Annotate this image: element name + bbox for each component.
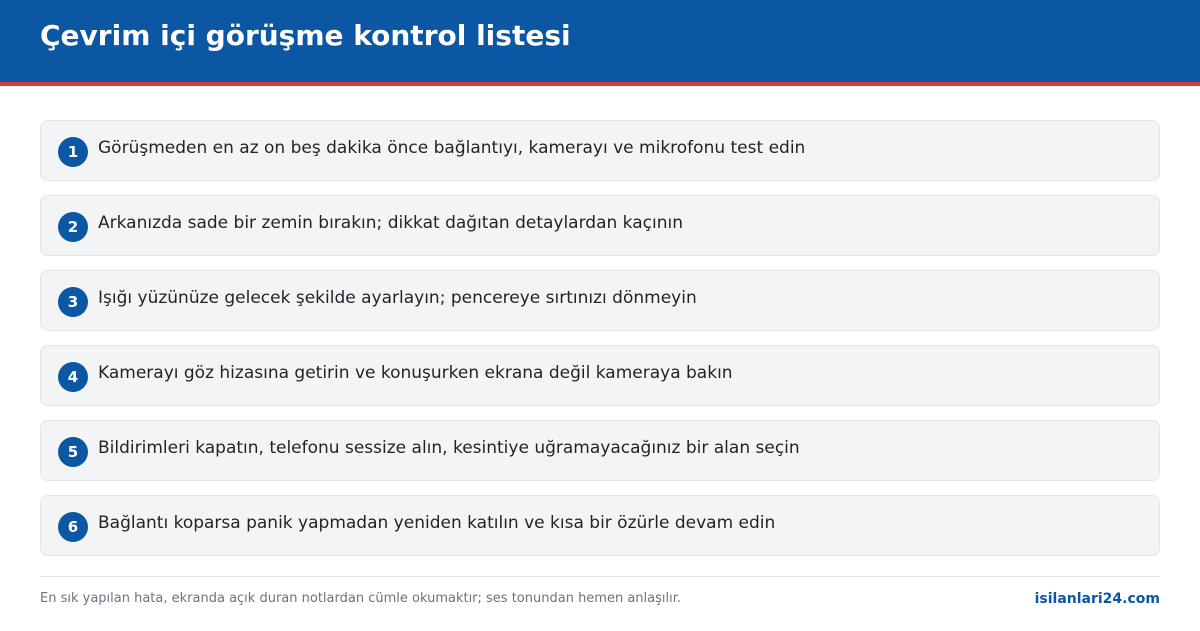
item-number-badge: 6 [58,512,88,542]
item-text: Işığı yüzünüze gelecek şekilde ayarlayın; pencereye sırtınızı dönmeyin [98,288,697,308]
checklist-item [40,195,1160,256]
checklist-item [40,345,1160,406]
checklist [40,120,1160,570]
item-text: Arkanızda sade bir zemin bırakın; dikkat dağıtan detaylardan kaçının [98,213,683,233]
brand-link[interactable]: isilanlari24.com [1034,591,1160,607]
item-number-badge: 2 [58,212,88,242]
footer-note: En sık yapılan hata, ekranda açık duran notlardan cümle okumaktır; ses tonundan hemen anlaşılır. [40,591,682,606]
page-title: Çevrim içi görüşme kontrol listesi [40,19,571,52]
item-number-badge: 1 [58,137,88,167]
item-text: Bağlantı koparsa panik yapmadan yeniden katılın ve kısa bir özürle devam edin [98,513,776,533]
checklist-item [40,120,1160,181]
checklist-item [40,270,1160,331]
checklist-item [40,495,1160,556]
item-text: Görüşmeden en az on beş dakika önce bağlantıyı, kamerayı ve mikrofonu test edin [98,138,806,158]
item-number-badge: 5 [58,437,88,467]
item-text: Bildirimleri kapatın, telefonu sessize alın, kesintiye uğramayacağınız bir alan seçin [98,438,800,458]
footer-divider [40,576,1160,577]
item-number-badge: 4 [58,362,88,392]
item-text: Kamerayı göz hizasına getirin ve konuşurken ekrana değil kameraya bakın [98,363,733,383]
checklist-item [40,420,1160,481]
item-number-badge: 3 [58,287,88,317]
header-bar [0,0,1200,86]
